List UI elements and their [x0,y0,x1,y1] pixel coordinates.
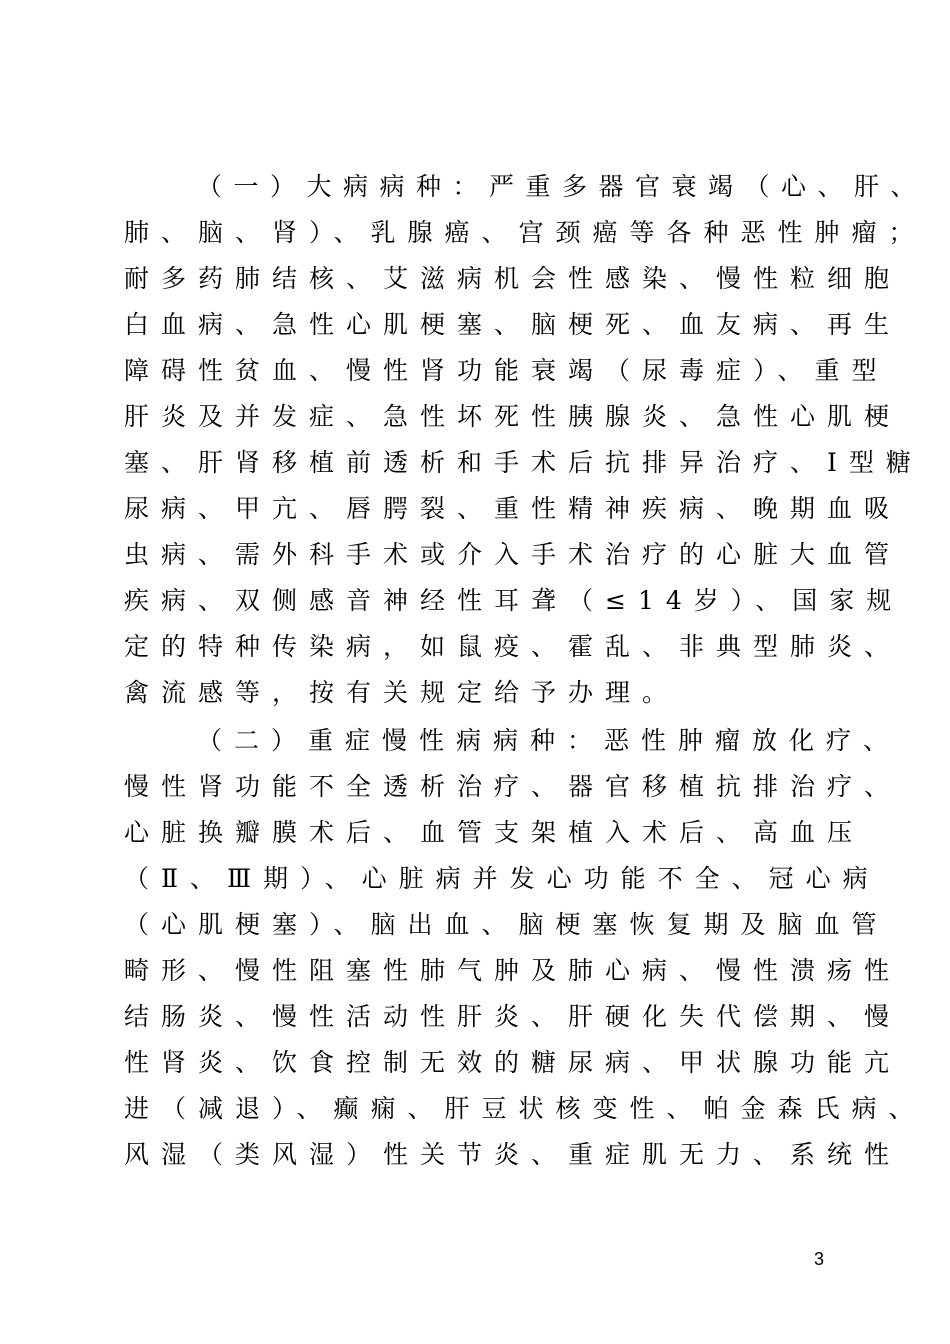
paragraph-1-line-9: 虫病、需外科手术或介入手术治疗的心脏大血管 [124,540,902,569]
paragraph-1-line-8: 尿病、甲亢、唇腭裂、重性精神疾病、晚期血吸 [124,494,902,523]
paragraph-1-line-10: 疾病、双侧感音神经性耳聋（≤14岁）、国家规 [124,586,904,615]
paragraph-2-line-8: 性肾炎、饮食控制无效的糖尿病、甲状腺功能亢 [124,1048,902,1077]
paragraph-1-line-6: 肝炎及并发症、急性坏死性胰腺炎、急性心肌梗 [124,402,902,431]
paragraph-1-line-12: 禽流感等，按有关规定给予办理。 [124,678,680,707]
paragraph-2-line-10: 风湿（类风湿）性关节炎、重症肌无力、系统性 [124,1140,902,1169]
paragraph-1-line-2: 肺、脑、肾）、乳腺癌、宫颈癌等各种恶性肿瘤； [124,218,926,247]
paragraph-1-line-4: 白血病、急性心肌梗塞、脑梗死、血友病、再生 [124,310,902,339]
paragraph-2-line-1: （二）重症慢性病病种：恶性肿瘤放化疗、 [197,726,901,755]
paragraph-2-line-4: （Ⅱ、Ⅲ期）、心脏病并发心功能不全、冠心病 [124,864,880,893]
paragraph-2-line-3: 心脏换瓣膜术后、血管支架植入术后、高血压 [124,818,865,847]
paragraph-1-line-7: 塞、肝肾移植前透析和手术后抗排异治疗、I型糖 [124,448,923,477]
paragraph-1-line-3: 耐多药肺结核、艾滋病机会性感染、慢性粒细胞 [124,264,902,293]
paragraph-2-line-2: 慢性肾功能不全透析治疗、器官移植抗排治疗、 [124,772,902,801]
paragraph-1-line-5: 障碍性贫血、慢性肾功能衰竭（尿毒症）、重型 [124,356,889,385]
paragraph-2-line-9: 进（减退）、癫痫、肝豆状核变性、帕金森氏病、 [124,1094,926,1123]
paragraph-1-line-11: 定的特种传染病，如鼠疫、霍乱、非典型肺炎、 [124,632,902,661]
paragraph-2-line-7: 结肠炎、慢性活动性肝炎、肝硬化失代偿期、慢 [124,1002,902,1031]
paragraph-1-line-1: （一）大病病种：严重多器官衰竭（心、肝、 [197,172,928,201]
paragraph-2-line-5: （心肌梗塞）、脑出血、脑梗塞恢复期及脑血管 [124,910,889,939]
page-number: 3 [814,1249,825,1269]
paragraph-2-line-6: 畸形、慢性阻塞性肺气肿及肺心病、慢性溃疡性 [124,956,902,985]
